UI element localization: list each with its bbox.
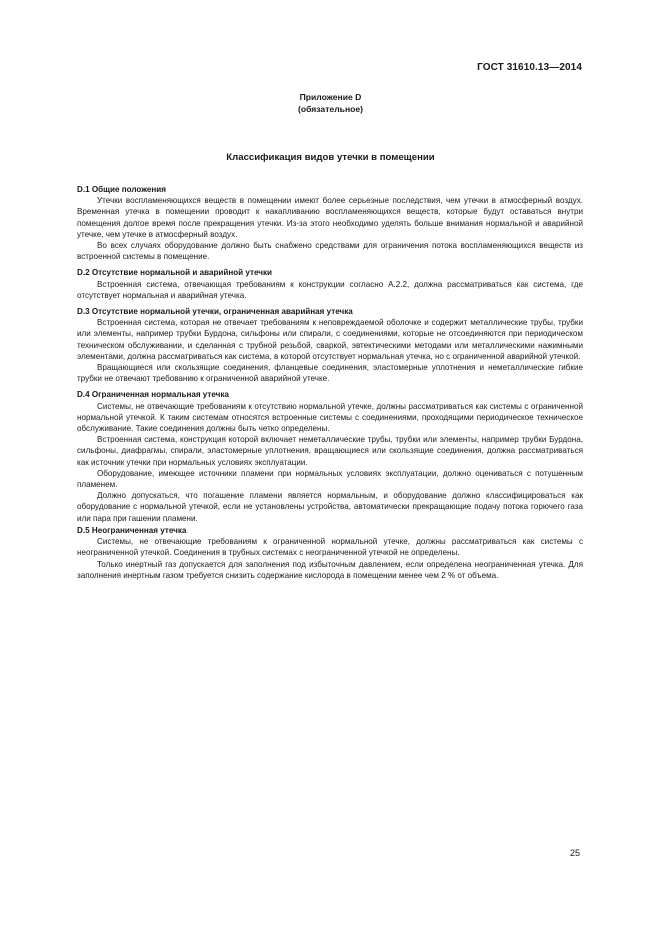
section-d3: [77, 306, 583, 384]
appendix-heading: [0, 92, 661, 115]
standard-header: ГОСТ 31610.13—2014: [477, 62, 582, 73]
paragraph: Вращающиеся или скользящие соединения, фланцевые соединения, эластомерные уплотнения и неметаллические гибкие трубки не отвечают требованию к ограниченной аварийной утечке.: [77, 363, 583, 384]
section-d1: [77, 184, 583, 262]
paragraph: Встроенная система, которая не отвечает требованиям к неповреждаемой оболочке и содержит металлические трубы, трубки или элементы, например трубки Бурдона, сильфоны или спирали, с соединениями, которые не отсоединяются при периодическом техническом обслуживании, и сделанная с трубной резьбой, сваркой, эвтектическими методами или металлическими нажимными элементами, должна рассматриваться как система, в которой отсутствует нормальная утечка, но с ограниченной аварийной утечкой.: [77, 318, 583, 361]
paragraph: Системы, не отвечающие требованиям к ограниченной нормальной утечке, должны рассматриваться как системы с неограниченной утечкой. Соединения в трубных системах с неограниченной утечкой не определены.: [77, 537, 583, 558]
appendix-title: Приложение D: [299, 92, 362, 102]
document-body: [77, 184, 583, 586]
section-heading: D.2 Отсутствие нормальной и аварийной утечки: [77, 268, 272, 278]
paragraph: Системы, не отвечающие требованиям к отсутствию нормальной утечке, должны рассматриваться как системы с ограниченной нормальной утечкой. К таким системам относятся встроенные системы с соединениями, проходящими периодическое техническое обслуживание. Такие соединения должны быть четко определены.: [77, 401, 583, 434]
section-heading: D.4 Ограниченная нормальная утечка: [77, 390, 229, 400]
paragraph: Встроенная система, конструкция которой включает неметаллические трубы, трубки или элементы, например трубки Бурдона, сильфоны, диафрагмы, спирали, эластомерные уплотнения, вращающиеся или скользящие соединения, должна рассматриваться как источник утечки при нормальных условиях эксплуатации.: [77, 435, 583, 467]
section-d2: [77, 267, 583, 301]
section-heading: D.1 Общие положения: [77, 185, 166, 194]
document-title: Классификация видов утечки в помещении: [226, 152, 435, 163]
page-number: 25: [569, 848, 580, 858]
appendix-note: (обязательное): [297, 103, 364, 114]
paragraph: Встроенная система, отвечающая требованиям к конструкции согласно А.2.2, должна рассматриваться как система, где отсутствует нормальная и аварийная утечка.: [77, 279, 583, 300]
paragraph: Утечки воспламеняющихся веществ в помещении имеют более серьезные последствия, чем утечки в атмосферный воздух. Временная утечка в помещении проводит к накапливанию воспламеняющихся веществ, которые будут оставаться внутри помещения долгое время после прекращения утечки. Из-за этого необходимо уделять больше внимания нормальной и аварийной утечке, чем утечке в атмосферный воздух.: [77, 196, 583, 239]
paragraph: Во всех случаях оборудование должно быть снабжено средствами для ограничения потока воспламеняющихся веществ из встроенной системы в помещение.: [77, 241, 583, 262]
section-d5: [77, 525, 583, 581]
section-heading: D.3 Отсутствие нормальной утечки, ограниченная аварийная утечка: [77, 307, 353, 317]
section-d4: [77, 389, 583, 523]
section-heading: D.5 Неограниченная утечка: [77, 525, 187, 535]
paragraph: Должно допускаться, что погашение пламени является нормальным, и оборудование должно классифицироваться как оборудование с нормальной утечкой, если не установлены устройства, автоматически прекращающие подачу потока горючего газа или пара при гашении пламени.: [77, 491, 583, 523]
paragraph: Оборудование, имеющее источники пламени при нормальных условиях эксплуатации, должно оцениваться с потушенным пламенем.: [77, 468, 583, 490]
paragraph: Только инертный газ допускается для заполнения под избыточным давлением, если определена неограниченная утечка. Для заполнения инертным газом требуется снизить содержание кислорода в помещении менее чем 2 % от объема.: [77, 559, 583, 580]
